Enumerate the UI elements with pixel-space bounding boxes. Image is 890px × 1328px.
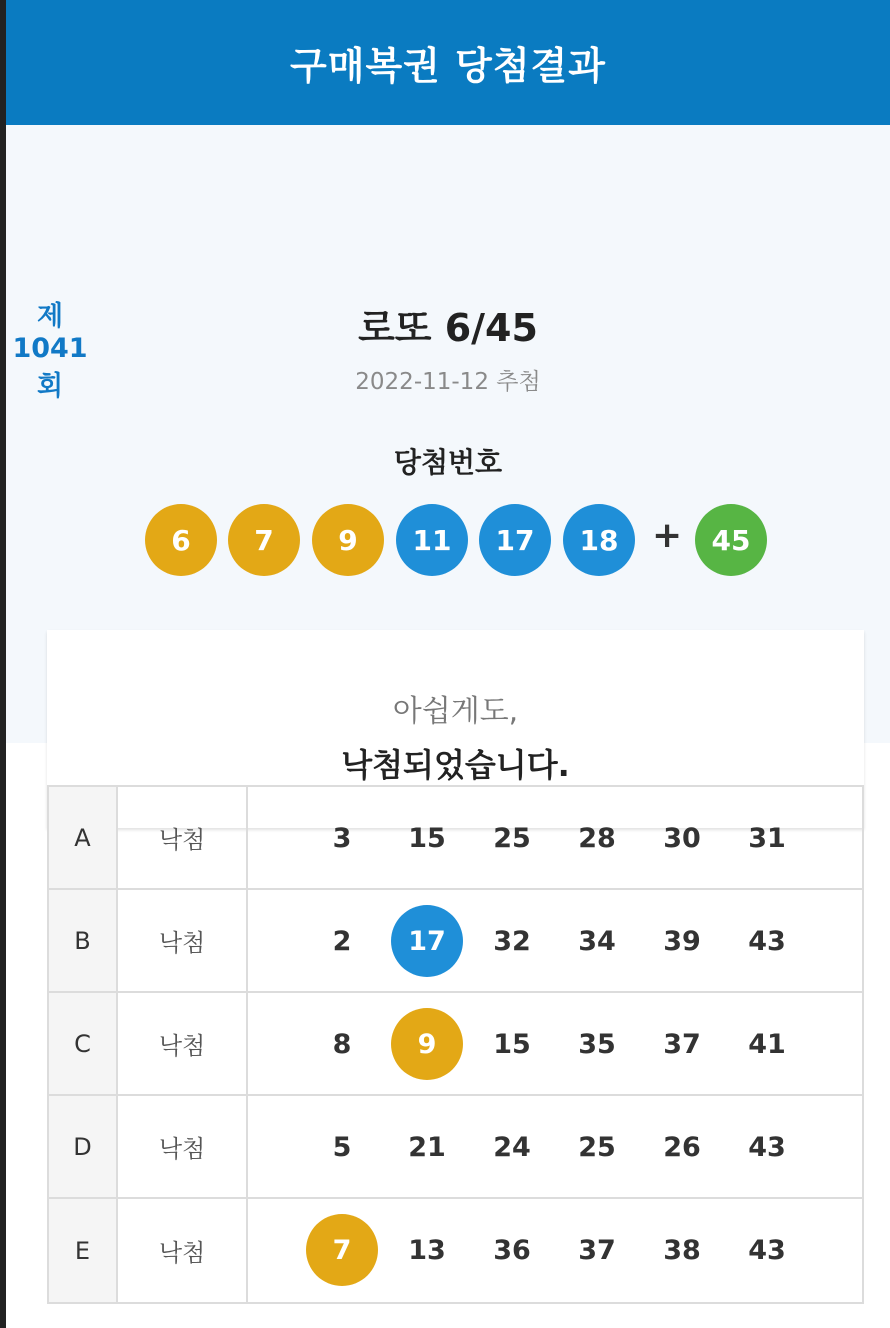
ticket-number: 3 xyxy=(332,822,352,854)
ticket-letter: B xyxy=(49,890,118,991)
draw-date: 2022-11-12 추첨 xyxy=(355,369,541,395)
ticket-row xyxy=(49,787,862,890)
ticket-numbers xyxy=(248,787,862,888)
ticket-number: 35 xyxy=(578,1028,616,1060)
round-number: 제1041회 xyxy=(12,300,88,402)
winning-ball: 6 xyxy=(145,504,217,576)
game-name: 로또 6/45 xyxy=(358,306,538,350)
ticket-number: 31 xyxy=(748,822,786,854)
ticket-status: 낙첨 xyxy=(118,890,248,991)
bonus-ball: 45 xyxy=(695,504,767,576)
ticket-numbers xyxy=(248,993,862,1094)
ticket-row xyxy=(49,1199,862,1302)
ticket-number: 41 xyxy=(748,1028,786,1060)
ticket-status: 낙첨 xyxy=(118,1199,248,1302)
ticket-number: 43 xyxy=(748,925,786,957)
ticket-number: 36 xyxy=(493,1234,531,1266)
draw-summary xyxy=(6,125,890,784)
result-message-sub: 아쉽게도, xyxy=(392,694,519,729)
page-title: 구매복권 당첨결과 xyxy=(290,44,606,88)
ticket-number-matched: 9 xyxy=(391,1008,463,1080)
ticket-number: 25 xyxy=(493,822,531,854)
ticket-number-matched: 7 xyxy=(306,1214,378,1286)
ticket-number: 34 xyxy=(578,925,616,957)
ticket-numbers xyxy=(248,1096,862,1197)
ticket-number: 43 xyxy=(748,1234,786,1266)
ticket-numbers xyxy=(248,890,862,991)
ticket-number: 37 xyxy=(578,1234,616,1266)
ticket-number: 43 xyxy=(748,1131,786,1163)
ticket-number: 37 xyxy=(663,1028,701,1060)
bonus-plus-sign: + xyxy=(652,515,683,556)
ticket-number: 24 xyxy=(493,1131,531,1163)
ticket-letter: A xyxy=(49,787,118,888)
winning-ball: 18 xyxy=(563,504,635,576)
ticket-number: 15 xyxy=(408,822,446,854)
ticket-row xyxy=(49,993,862,1096)
ticket-number: 25 xyxy=(578,1131,616,1163)
ticket-number: 30 xyxy=(663,822,701,854)
ticket-letter: D xyxy=(49,1096,118,1197)
ticket-status: 낙첨 xyxy=(118,787,248,888)
ticket-number: 28 xyxy=(578,822,616,854)
winning-ball: 17 xyxy=(479,504,551,576)
result-message-main: 낙첨되었습니다. xyxy=(341,746,570,784)
winning-numbers-label: 당첨번호 xyxy=(393,446,503,479)
ticket-number: 2 xyxy=(332,925,352,957)
ticket-number: 26 xyxy=(663,1131,701,1163)
winning-ball: 11 xyxy=(396,504,468,576)
ticket-number: 21 xyxy=(408,1131,446,1163)
page-header xyxy=(6,0,890,125)
ticket-row xyxy=(49,1096,862,1199)
ticket-number: 32 xyxy=(493,925,531,957)
winning-ball: 9 xyxy=(312,504,384,576)
winning-ball: 7 xyxy=(228,504,300,576)
ticket-status: 낙첨 xyxy=(118,993,248,1094)
ticket-numbers xyxy=(248,1199,862,1302)
ticket-status: 낙첨 xyxy=(118,1096,248,1197)
ticket-number-matched: 17 xyxy=(391,905,463,977)
ticket-number: 13 xyxy=(408,1234,446,1266)
ticket-letter: C xyxy=(49,993,118,1094)
ticket-number: 39 xyxy=(663,925,701,957)
ticket-number: 15 xyxy=(493,1028,531,1060)
ticket-number: 8 xyxy=(332,1028,352,1060)
ticket-letter: E xyxy=(49,1199,118,1302)
ticket-number: 38 xyxy=(663,1234,701,1266)
results-page xyxy=(6,0,890,1328)
ticket-table xyxy=(47,785,864,1304)
ticket-row xyxy=(49,890,862,993)
ticket-number: 5 xyxy=(332,1131,352,1163)
